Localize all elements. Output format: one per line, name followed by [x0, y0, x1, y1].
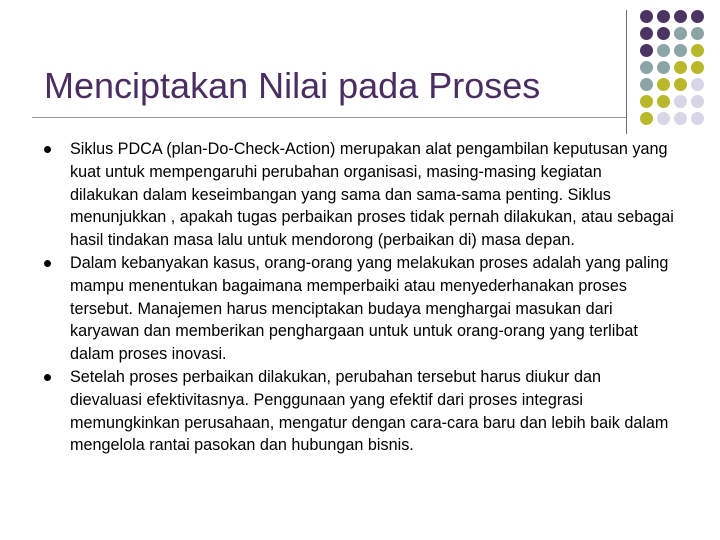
dot-grid-decoration	[640, 10, 720, 130]
decorative-dot	[691, 61, 704, 74]
vertical-divider	[626, 10, 627, 134]
decorative-dot	[657, 61, 670, 74]
decorative-dot	[657, 27, 670, 40]
decorative-dot	[691, 10, 704, 23]
decorative-dot	[657, 10, 670, 23]
bullet-dot-icon	[44, 260, 51, 267]
bullet-item	[44, 366, 674, 457]
bullet-text: Setelah proses perbaikan dilakukan, perubahan tersebut harus diukur dan dievaluasi efektivitasnya. Penggunaan yang efektif dari proses integrasi memungkinkan perusahaan, mengatur dengan cara-cara baru dan lebih baik dalam mengelola rantai pasokan dan hubungan bisnis.	[70, 367, 669, 455]
bullet-dot-icon	[44, 374, 51, 381]
decorative-dot	[674, 78, 687, 91]
decorative-dot	[691, 95, 704, 108]
bullet-text: Dalam kebanyakan kasus, orang-orang yang melakukan proses adalah yang paling mampu menentukan bagaimana memperbaiki atau menyederhanakan proses tersebut. Manajemen harus menciptakan budaya menghargai masukan dari karyawan dan memberikan penghargaan untuk untuk orang-orang yang terlibat dalam proses inovasi.	[70, 253, 669, 364]
decorative-dot	[674, 61, 687, 74]
bullet-list	[44, 138, 674, 457]
decorative-dot	[640, 78, 653, 91]
decorative-dot	[691, 27, 704, 40]
decorative-dot	[640, 10, 653, 23]
decorative-dot	[640, 27, 653, 40]
bullet-text: Siklus PDCA (plan-Do-Check-Action) merupakan alat pengambilan keputusan yang kuat untuk mempengaruhi perubahan organisasi, masing-masing kegiatan dilakukan dalam keseimbangan yang sama dan sama-sama penting. Siklus menunjukkan , apakah tugas perbaikan proses tidak pernah dilakukan, atau sebagai hasil tindakan masa lalu untuk mendorong (perbaikan di) masa depan.	[70, 140, 674, 250]
decorative-dot	[691, 78, 704, 91]
slide-title: Menciptakan Nilai pada Proses	[44, 65, 541, 106]
decorative-dot	[674, 44, 687, 57]
decorative-dot	[640, 61, 653, 74]
decorative-dot	[674, 112, 687, 125]
decorative-dot	[640, 112, 653, 125]
decorative-dot	[691, 112, 704, 125]
decorative-dot	[674, 95, 687, 108]
decorative-dot	[674, 10, 687, 23]
decorative-dot	[657, 78, 670, 91]
decorative-dot	[657, 44, 670, 57]
decorative-dot	[691, 44, 704, 57]
decorative-dot	[657, 112, 670, 125]
decorative-dot	[640, 44, 653, 57]
title-underline	[32, 117, 626, 118]
decorative-dot	[674, 27, 687, 40]
bullet-item	[44, 138, 674, 252]
bullet-item	[44, 252, 674, 366]
decorative-dot	[640, 95, 653, 108]
bullet-dot-icon	[44, 146, 51, 153]
decorative-dot	[657, 95, 670, 108]
